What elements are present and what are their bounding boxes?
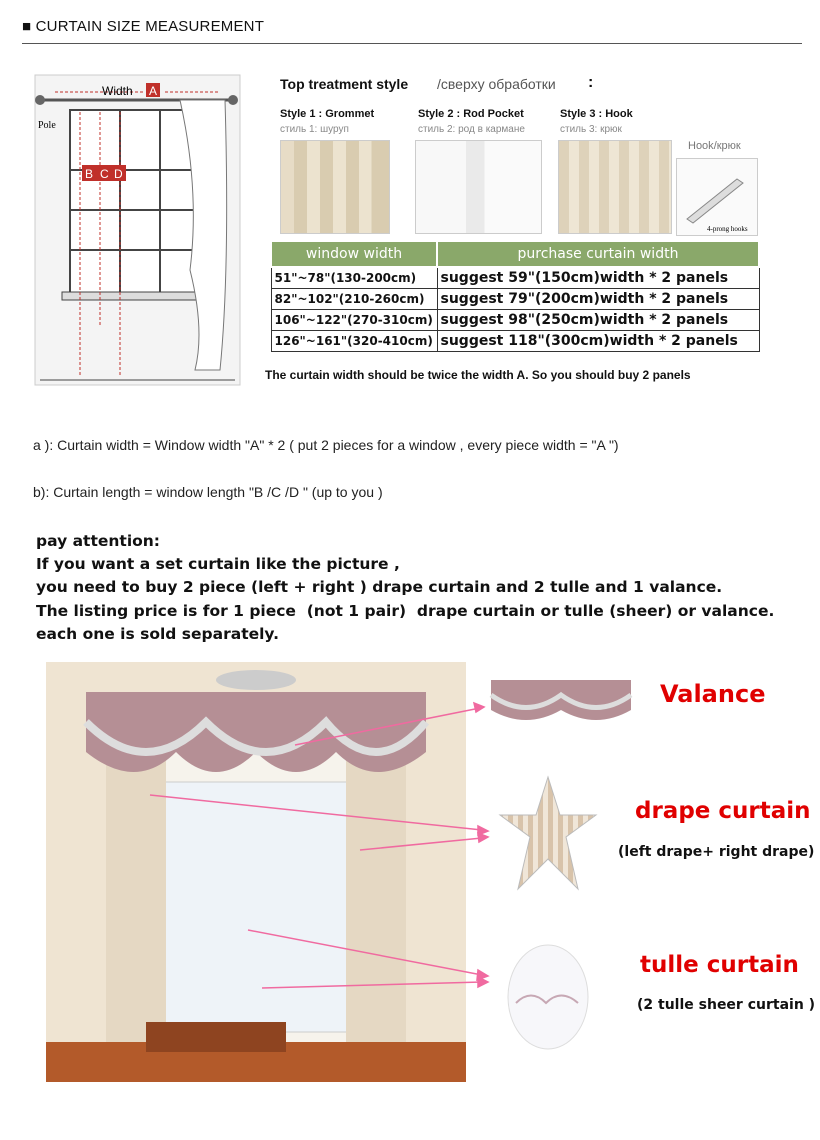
hook-style-photo (558, 140, 672, 234)
tulle-note: (2 tulle sheer curtain ) (637, 997, 816, 1013)
d-label: D (114, 167, 123, 181)
valance-thumbnail (486, 670, 636, 730)
valance-label: Valance (660, 680, 766, 708)
title-text: CURTAIN SIZE MEASUREMENT (35, 18, 265, 35)
width-label: Width (102, 84, 133, 98)
attention-line: If you want a set curtain like the picture , (36, 555, 400, 574)
table-header-purchase: purchase curtain width (437, 241, 759, 267)
grommet-photo (280, 140, 390, 234)
attention-line: each one is sold separately. (36, 624, 279, 643)
formula-length: b): Curtain length = window length "B /C /D " (up to you ) (33, 484, 383, 500)
drape-star-thumbnail (498, 775, 598, 893)
size-table (270, 240, 760, 352)
attention-line: The listing price is for 1 piece (not 1 pair) drape curtain or tulle (sheer) or valance. (36, 601, 775, 620)
drape-note: (left drape+ right drape) (618, 844, 815, 860)
hook-icon (677, 159, 757, 235)
rod-pocket-photo (415, 140, 542, 234)
hook-caption: 4-prong hooks (707, 225, 748, 233)
pole-label: Pole (38, 120, 56, 131)
attention-line: you need to buy 2 piece (left + right ) drape curtain and 2 tulle and 1 valance. (36, 578, 723, 597)
hook-photo (676, 158, 758, 236)
header-divider (22, 43, 802, 44)
style-grommet: Style 1 : Grommet стиль 1: шуруп (280, 108, 375, 135)
formula-width: a ): Curtain width = Window width "A" * 2 ( put 2 pieces for a window , every piece width = "A ") (33, 437, 619, 453)
attention-line: pay attention: (36, 532, 161, 550)
page-title (22, 18, 264, 35)
table-row: 82"~102"(210-260cm) suggest 79"(200cm)width * 2 panels (271, 289, 759, 310)
table-note: The curtain width should be twice the width A. So you should buy 2 panels (265, 368, 691, 382)
style-rod-pocket: Style 2 : Rod Pocket стиль 2: род в кармане (418, 108, 525, 135)
table-row: 106"~122"(270-310cm) suggest 98"(250cm)width * 2 panels (271, 310, 759, 331)
top-treatment-title-ru: /сверху обработки (437, 76, 556, 92)
title-bullet: ■ (22, 18, 32, 35)
width-a-label: A (149, 84, 158, 98)
c-label: C (100, 167, 109, 181)
b-label: B (85, 167, 94, 181)
table-row: 51"~78"(130-200cm) suggest 59"(150cm)width * 2 panels (271, 267, 759, 289)
drape-curtain-label: drape curtain (635, 798, 811, 824)
tulle-thumbnail (506, 943, 590, 1051)
tulle-curtain-label: tulle curtain (640, 952, 799, 978)
hook-label: Hook/крюк (688, 140, 741, 152)
measurement-diagram (30, 70, 245, 390)
room-photo (46, 662, 466, 1082)
top-treatment-colon: : (588, 74, 594, 91)
table-row: 126"~161"(320-410cm) suggest 118"(300cm)width * 2 panels (271, 331, 759, 352)
top-treatment-title: Top treatment style (280, 76, 409, 92)
style-hook: Style 3 : Hook стиль 3: крюк (560, 108, 633, 135)
attention-notice (36, 530, 774, 646)
table-header-window: window width (271, 241, 437, 267)
